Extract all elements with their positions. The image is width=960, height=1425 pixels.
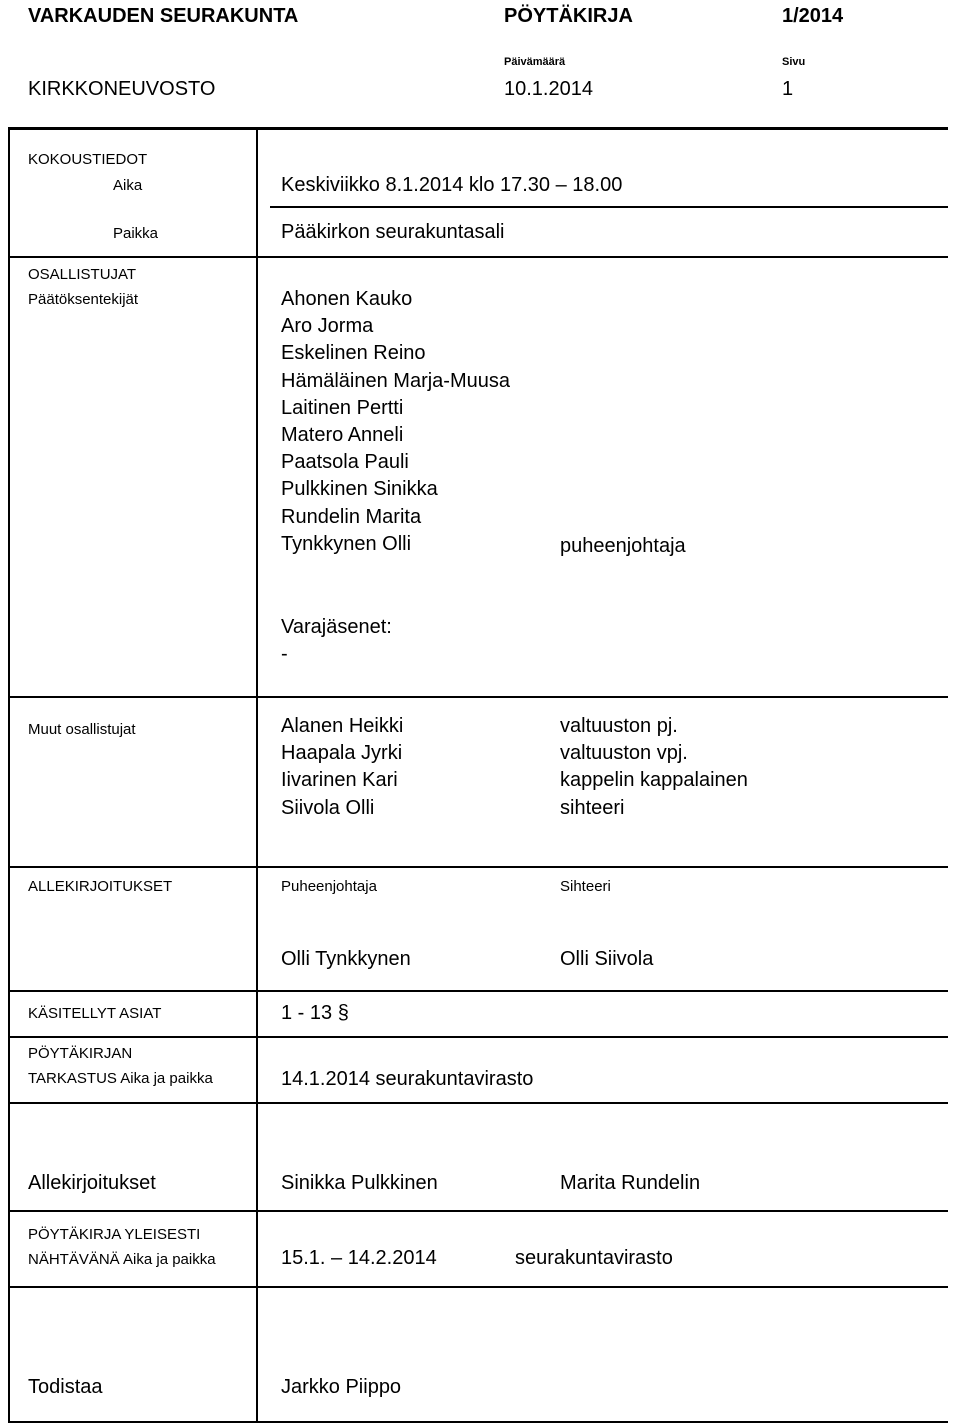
- deputies-value: -: [281, 643, 288, 665]
- document-number: 1/2014: [782, 5, 844, 27]
- time-separator: [270, 206, 948, 208]
- signatures-label: ALLEKIRJOITUKSET: [28, 878, 173, 895]
- other-participant-name: Siivola Olli: [281, 796, 375, 819]
- public-display-label-line1: PÖYTÄKIRJA YLEISESTI: [28, 1226, 201, 1243]
- others-names: [281, 713, 403, 822]
- meeting-section-label: KOKOUSTIEDOT: [28, 151, 148, 168]
- member-name: Aro Jorma: [281, 315, 374, 338]
- secretary-signature-label: Sihteeri: [560, 878, 611, 895]
- others-label: Muut osallistujat: [28, 721, 136, 738]
- chair-role: puheenjohtaja: [560, 535, 686, 557]
- other-participant-role: valtuuston pj.: [560, 715, 678, 737]
- others-roles: [560, 713, 748, 822]
- other-participant-name: Alanen Heikki: [281, 715, 404, 737]
- member-name: Pulkkinen Sinikka: [281, 478, 438, 501]
- items-label: KÄSITELLYT ASIAT: [28, 1005, 162, 1022]
- participants-section-label: OSALLISTUJAT: [28, 266, 137, 283]
- public-display-place: seurakuntavirasto: [515, 1247, 673, 1269]
- member-name: Ahonen Kauko: [281, 288, 413, 310]
- other-participant-role: sihteeri: [560, 796, 625, 819]
- member-name: Rundelin Marita: [281, 505, 422, 528]
- review-signer-2: Marita Rundelin: [560, 1172, 701, 1194]
- review-label-line1: PÖYTÄKIRJAN: [28, 1045, 133, 1062]
- member-name: Tynkkynen Olli: [281, 532, 412, 555]
- review-signatures-separator: [8, 1210, 948, 1212]
- public-display-label-line2: NÄHTÄVÄNÄ Aika ja paikka: [28, 1251, 216, 1268]
- other-participant-name: Iivarinen Kari: [281, 769, 398, 792]
- date-label: Päivämäärä: [504, 56, 566, 68]
- deputies-label: Varajäsenet:: [281, 616, 392, 638]
- meeting-separator: [8, 256, 948, 258]
- member-name: Eskelinen Reino: [281, 342, 426, 365]
- review-signatures-label: Allekirjoitukset: [28, 1172, 156, 1194]
- signatures-separator: [8, 990, 948, 992]
- frame-left-line: [8, 127, 10, 1423]
- place-label: Paikka: [113, 225, 159, 242]
- review-signer-1: Sinikka Pulkkinen: [281, 1172, 438, 1194]
- document-type: PÖYTÄKIRJA: [504, 5, 633, 27]
- time-value: Keskiviikko 8.1.2014 klo 17.30 – 18.00: [281, 174, 623, 196]
- member-name: Laitinen Pertti: [281, 396, 404, 419]
- frame-top-line: [8, 127, 948, 130]
- review-separator: [8, 1102, 948, 1104]
- decision-makers-separator: [8, 696, 948, 698]
- secretary-signature-name: Olli Siivola: [560, 948, 654, 970]
- body-name: KIRKKONEUVOSTO: [28, 78, 216, 100]
- items-separator: [8, 1036, 948, 1038]
- other-participant-name: Haapala Jyrki: [281, 742, 403, 765]
- review-value: 14.1.2014 seurakuntavirasto: [281, 1068, 534, 1090]
- place-value: Pääkirkon seurakuntasali: [281, 221, 505, 243]
- other-participant-role: kappelin kappalainen: [560, 769, 748, 792]
- members-list: [281, 286, 510, 558]
- member-name: Hämäläinen Marja-Muusa: [281, 369, 510, 392]
- member-name: Matero Anneli: [281, 423, 404, 446]
- items-value: 1 - 13 §: [281, 1002, 349, 1024]
- attestation-name: Jarkko Piippo: [281, 1376, 402, 1398]
- public-display-separator: [8, 1286, 948, 1288]
- others-separator: [8, 866, 948, 868]
- page-label: Sivu: [782, 56, 806, 68]
- time-label: Aika: [113, 177, 143, 194]
- page-number: 1: [782, 78, 794, 100]
- review-label-line2: TARKASTUS Aika ja paikka: [28, 1070, 213, 1087]
- frame-column-divider: [256, 127, 258, 1423]
- decision-makers-label: Päätöksentekijät: [28, 291, 139, 308]
- other-participant-role: valtuuston vpj.: [560, 742, 688, 765]
- member-name: Paatsola Pauli: [281, 451, 409, 474]
- chair-signature-label: Puheenjohtaja: [281, 878, 377, 895]
- chair-signature-name: Olli Tynkkynen: [281, 948, 411, 970]
- frame-bottom-line: [8, 1421, 948, 1423]
- public-display-dates: 15.1. – 14.2.2014: [281, 1247, 437, 1269]
- document-date: 10.1.2014: [504, 78, 593, 100]
- organization-name: VARKAUDEN SEURAKUNTA: [28, 5, 299, 27]
- attestation-label: Todistaa: [28, 1376, 103, 1398]
